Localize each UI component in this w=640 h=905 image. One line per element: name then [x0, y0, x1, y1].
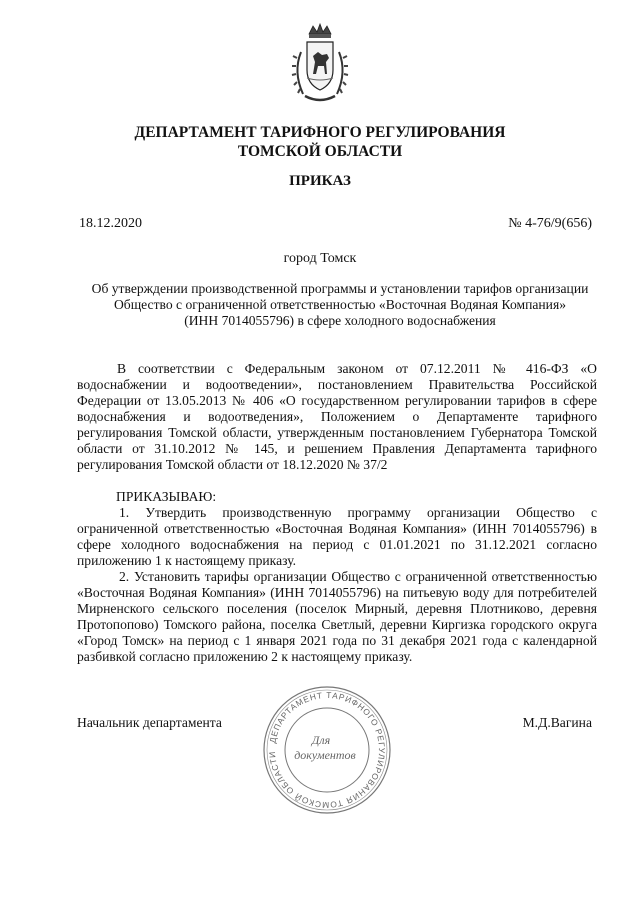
order-item-1: 1. Утвердить производственную программу организации Общество с ограниченной ответственностью «Восточная Водяная Компания» (ИНН 7014055796) в сфере холодного водоснабжения на период с 01.01.2021 по 31.12.2021 согласно приложению 1 к настоящему приказу.	[77, 505, 597, 568]
document-subject	[75, 281, 605, 329]
decree-word: ПРИКАЗЫВАЮ:	[116, 489, 217, 504]
coat-of-arms-icon	[291, 22, 349, 106]
signatory-position: Начальник департамента	[77, 715, 222, 730]
document-number: № 4-76/9(656)	[508, 216, 592, 231]
stamp-center-line1: Для	[311, 733, 331, 747]
official-stamp	[261, 684, 393, 816]
stamp-seal-icon	[261, 684, 393, 816]
department-name-line2: ТОМСКОЙ ОБЛАСТИ	[237, 143, 403, 160]
order-items-block	[77, 505, 597, 665]
document-date: 18.12.2020	[79, 216, 142, 231]
document-type-title: ПРИКАЗ	[289, 173, 351, 189]
signatory-name: М.Д.Вагина	[522, 715, 592, 730]
order-item-2: 2. Установить тарифы организации Общество с ограниченной ответственностью «Восточная Водяная Компания» (ИНН 7014055796) на питьевую воду для потребителей Мирненского сельского поселения (поселок Мирный, деревня Плотниково, деревня Протопопово) Томского района, поселка Светлый, деревни Киргизка городского округа «Город Томск» на период с 1 января 2021 года по 31 декабря 2021 года с календарной разбивкой согласно приложению 2 к настоящему приказу.	[77, 569, 597, 664]
preamble-paragraph: В соответствии с Федеральным законом от 07.12.2011 № 416-ФЗ «О водоснабжении и водоотведении», постановлением Правительства Российской Федерации от 13.05.2013 № 406 «О государственном регулировании тарифов в сфере водоснабжения и водоотведения», Положением о Департаменте тарифного регулирования Томской области, утвержденным постановлением Губернатора Томской области от 31.10.2012 № 145, и решением Правления Департамента тарифного регулирования Томской области от 18.12.2020 № 37/2	[77, 361, 597, 472]
stamp-ring-text: ДЕПАРТАМЕНТ ТАРИФНОГО РЕГУЛИРОВАНИЯ ТОМСКОЙ ОБЛАСТИ	[266, 689, 388, 811]
department-name-line1: ДЕПАРТАМЕНТ ТАРИФНОГО РЕГУЛИРОВАНИЯ	[134, 124, 506, 141]
stamp-center-line2: документов	[294, 748, 356, 762]
subject-line-2: Общество с ограниченной ответственностью «Восточная Водяная Компания»	[113, 297, 566, 312]
document-city: город Томск	[283, 251, 357, 266]
coat-of-arms-emblem	[291, 22, 349, 106]
subject-line-3: (ИНН 7014055796) в сфере холодного водоснабжения	[184, 313, 496, 328]
preamble-block	[77, 361, 597, 473]
subject-line-1: Об утверждении производственной программы и установлении тарифов организации	[91, 281, 589, 296]
